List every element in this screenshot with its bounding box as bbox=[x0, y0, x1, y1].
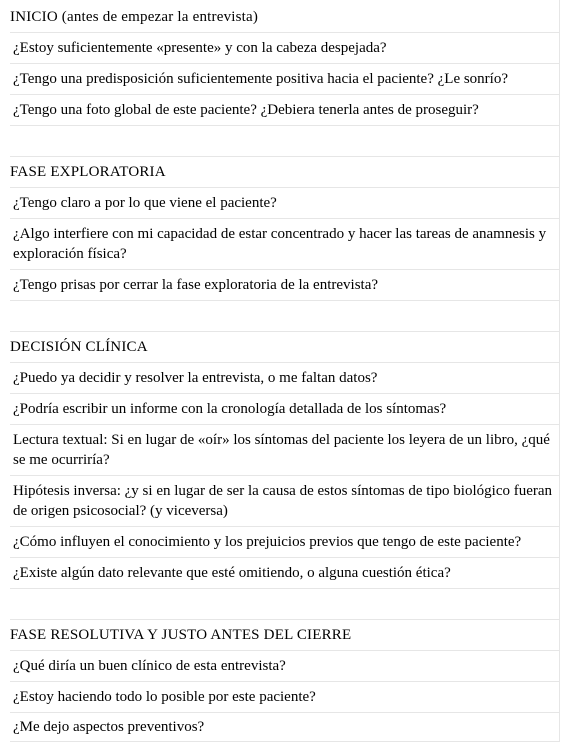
table-row bbox=[10, 619, 560, 650]
section-heading-fase-resolutiva: FASE RESOLUTIVA Y JUSTO ANTES DEL CIERRE bbox=[10, 619, 560, 650]
checklist-question: ¿Estoy haciendo todo lo posible por este paciente? bbox=[10, 681, 560, 712]
table-row bbox=[10, 526, 560, 557]
checklist-question: ¿Me dejo aspectos preventivos? bbox=[10, 712, 560, 741]
checklist-question: ¿Puedo ya decidir y resolver la entrevista, o me faltan datos? bbox=[10, 362, 560, 393]
table-row bbox=[10, 362, 560, 393]
checklist-question: ¿Podría escribir un informe con la cronología detallada de los síntomas? bbox=[10, 393, 560, 424]
checklist-question: ¿Algo interfiere con mi capacidad de estar concentrado y hacer las tareas de anamnesis y exploración física? bbox=[10, 218, 560, 269]
section-heading-inicio: INICIO (antes de empezar la entrevista) bbox=[10, 0, 560, 32]
blank-cell bbox=[10, 300, 560, 331]
checklist-question: ¿Existe algún dato relevante que esté omitiendo, o alguna cuestión ética? bbox=[10, 557, 560, 588]
checklist-question: ¿Cómo influyen el conocimiento y los prejuicios previos que tengo de este paciente? bbox=[10, 526, 560, 557]
blank-row bbox=[10, 588, 560, 619]
table-row bbox=[10, 187, 560, 218]
checklist-question: ¿Tengo una foto global de este paciente? ¿Debiera tenerla antes de proseguir? bbox=[10, 94, 560, 125]
blank-cell bbox=[10, 125, 560, 156]
table-row bbox=[10, 393, 560, 424]
table-row bbox=[10, 32, 560, 63]
table-row bbox=[10, 712, 560, 741]
checklist-question: ¿Qué diría un buen clínico de esta entrevista? bbox=[10, 650, 560, 681]
blank-row bbox=[10, 300, 560, 331]
checklist-table bbox=[10, 0, 560, 742]
table-row bbox=[10, 218, 560, 269]
section-heading-fase-exploratoria: FASE EXPLORATORIA bbox=[10, 156, 560, 187]
checklist-question: Hipótesis inversa: ¿y si en lugar de ser la causa de estos síntomas de tipo biológico fueran de origen psicosocial? (y viceversa) bbox=[10, 475, 560, 526]
table-row bbox=[10, 269, 560, 300]
checklist-question: ¿Estoy suficientemente «presente» y con la cabeza despejada? bbox=[10, 32, 560, 63]
blank-cell bbox=[10, 588, 560, 619]
table-row bbox=[10, 650, 560, 681]
table-row bbox=[10, 331, 560, 362]
checklist-question: ¿Tengo claro a por lo que viene el paciente? bbox=[10, 187, 560, 218]
checklist-question: Lectura textual: Si en lugar de «oír» los síntomas del paciente los leyera de un libro, ¿qué se me ocurriría? bbox=[10, 424, 560, 475]
table-row bbox=[10, 424, 560, 475]
table-row bbox=[10, 557, 560, 588]
table-row bbox=[10, 0, 560, 32]
table-row bbox=[10, 94, 560, 125]
table-row bbox=[10, 475, 560, 526]
table-row bbox=[10, 63, 560, 94]
section-heading-decision-clinica: DECISIÓN CLÍNICA bbox=[10, 331, 560, 362]
table-row bbox=[10, 156, 560, 187]
table-row bbox=[10, 681, 560, 712]
checklist-question: ¿Tengo una predisposición suficientemente positiva hacia el paciente? ¿Le sonrío? bbox=[10, 63, 560, 94]
checklist-question: ¿Tengo prisas por cerrar la fase exploratoria de la entrevista? bbox=[10, 269, 560, 300]
blank-row bbox=[10, 125, 560, 156]
